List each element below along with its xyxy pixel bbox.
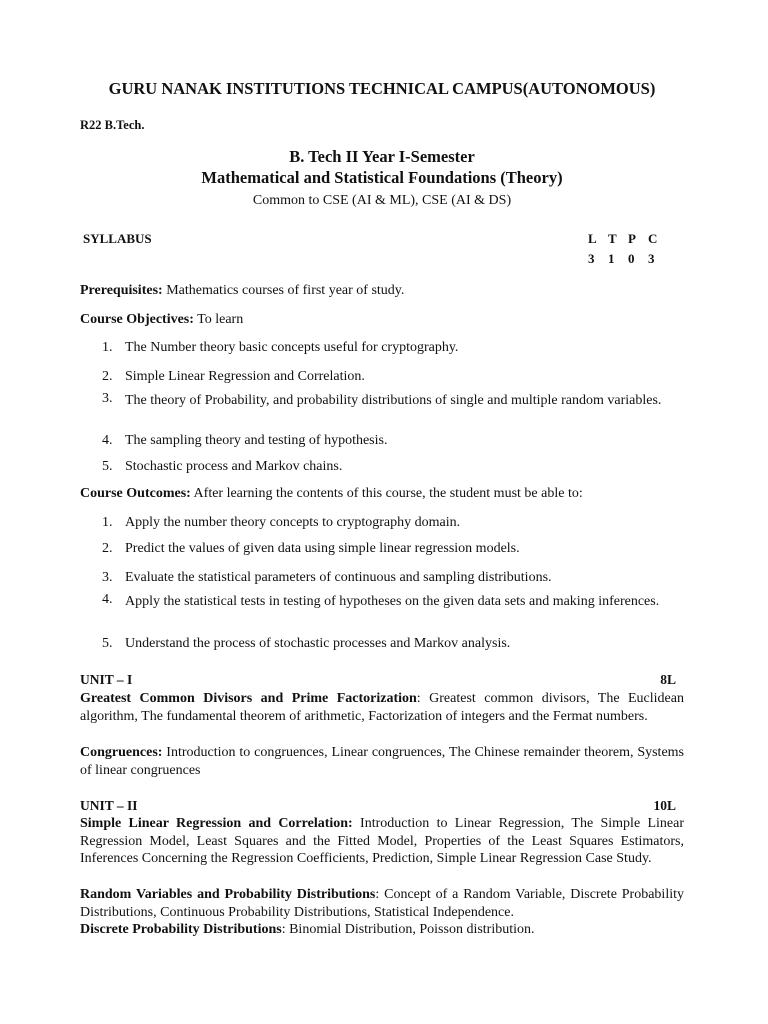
ltpc-labels [588,230,668,250]
unit-1-section-gcd: Greatest Common Divisors and Prime Factorization: Greatest common divisors, The Euclidean algorithm, The fundamental theorem of arithmetic, Factorization of integers and the Fermat numbers. [80,691,684,724]
regulation-label: R22 B.Tech. [80,118,145,132]
ltpc-label-c: C [648,231,658,246]
unit-2-section-discrete-distributions: Discrete Probability Distributions: Binomial Distribution, Poisson distribution. [80,922,535,937]
unit-2-section-regression: Simple Linear Regression and Correlation: Introduction to Linear Regression, The Simple Linear Regression Model, Least Squares and the Fitted Model, Properties of the Least Squares Estimators, Inferences Concerning the Regression Coefficients, Prediction, Simple Linear Regression Case Study. [80,816,685,867]
course-title: Mathematical and Statistical Foundations (Theory) [201,168,563,187]
institution-name: GURU NANAK INSTITUTIONS TECHNICAL CAMPUS(AUTONOMOUS) [108,79,656,98]
objectives-intro: To learn [193,312,244,327]
unit-1-heading [80,671,684,689]
objectives-label: Course Objectives: [80,312,194,327]
unit-2-title: UNIT – II [80,798,138,813]
unit-2-section-random-variables: Random Variables and Probability Distributions: Concept of a Random Variable, Discrete Probability Distributions, Continuous Probability Distributions, Statistical Independence. [80,887,684,920]
unit-1-section-congruences: Congruences: Introduction to congruences, Linear congruences, The Chinese remainder theorem, Systems of linear congruences [80,745,684,778]
year-semester-title: B. Tech II Year I-Semester [289,147,475,166]
common-to-line: Common to CSE (AI & ML), CSE (AI & DS) [252,193,512,208]
ltpc-value-p: 0 [628,251,635,266]
ltpc-values [588,250,668,270]
ltpc-label-t: T [608,231,617,246]
prerequisites-text: Mathematics courses of first year of study. [162,283,405,298]
unit-2-heading [80,797,684,815]
ltpc-table [588,230,668,270]
ltpc-label-l: L [588,231,597,246]
prerequisites [80,282,404,300]
unit-1-hours: 8L [660,672,676,687]
unit-2-hours: 10L [653,798,676,813]
prerequisites-label: Prerequisites: [80,283,163,298]
outcomes-intro: After learning the contents of this course, the student must be able to: [190,486,583,501]
ltpc-label-p: P [628,231,636,246]
objectives-heading [80,311,243,329]
ltpc-value-t: 1 [608,251,615,266]
outcomes-label: Course Outcomes: [80,486,191,501]
syllabus-label: SYLLABUS [83,231,152,246]
outcomes-heading [80,485,583,503]
ltpc-value-c: 3 [648,251,655,266]
unit-1-title: UNIT – I [80,672,133,687]
ltpc-value-l: 3 [588,251,595,266]
